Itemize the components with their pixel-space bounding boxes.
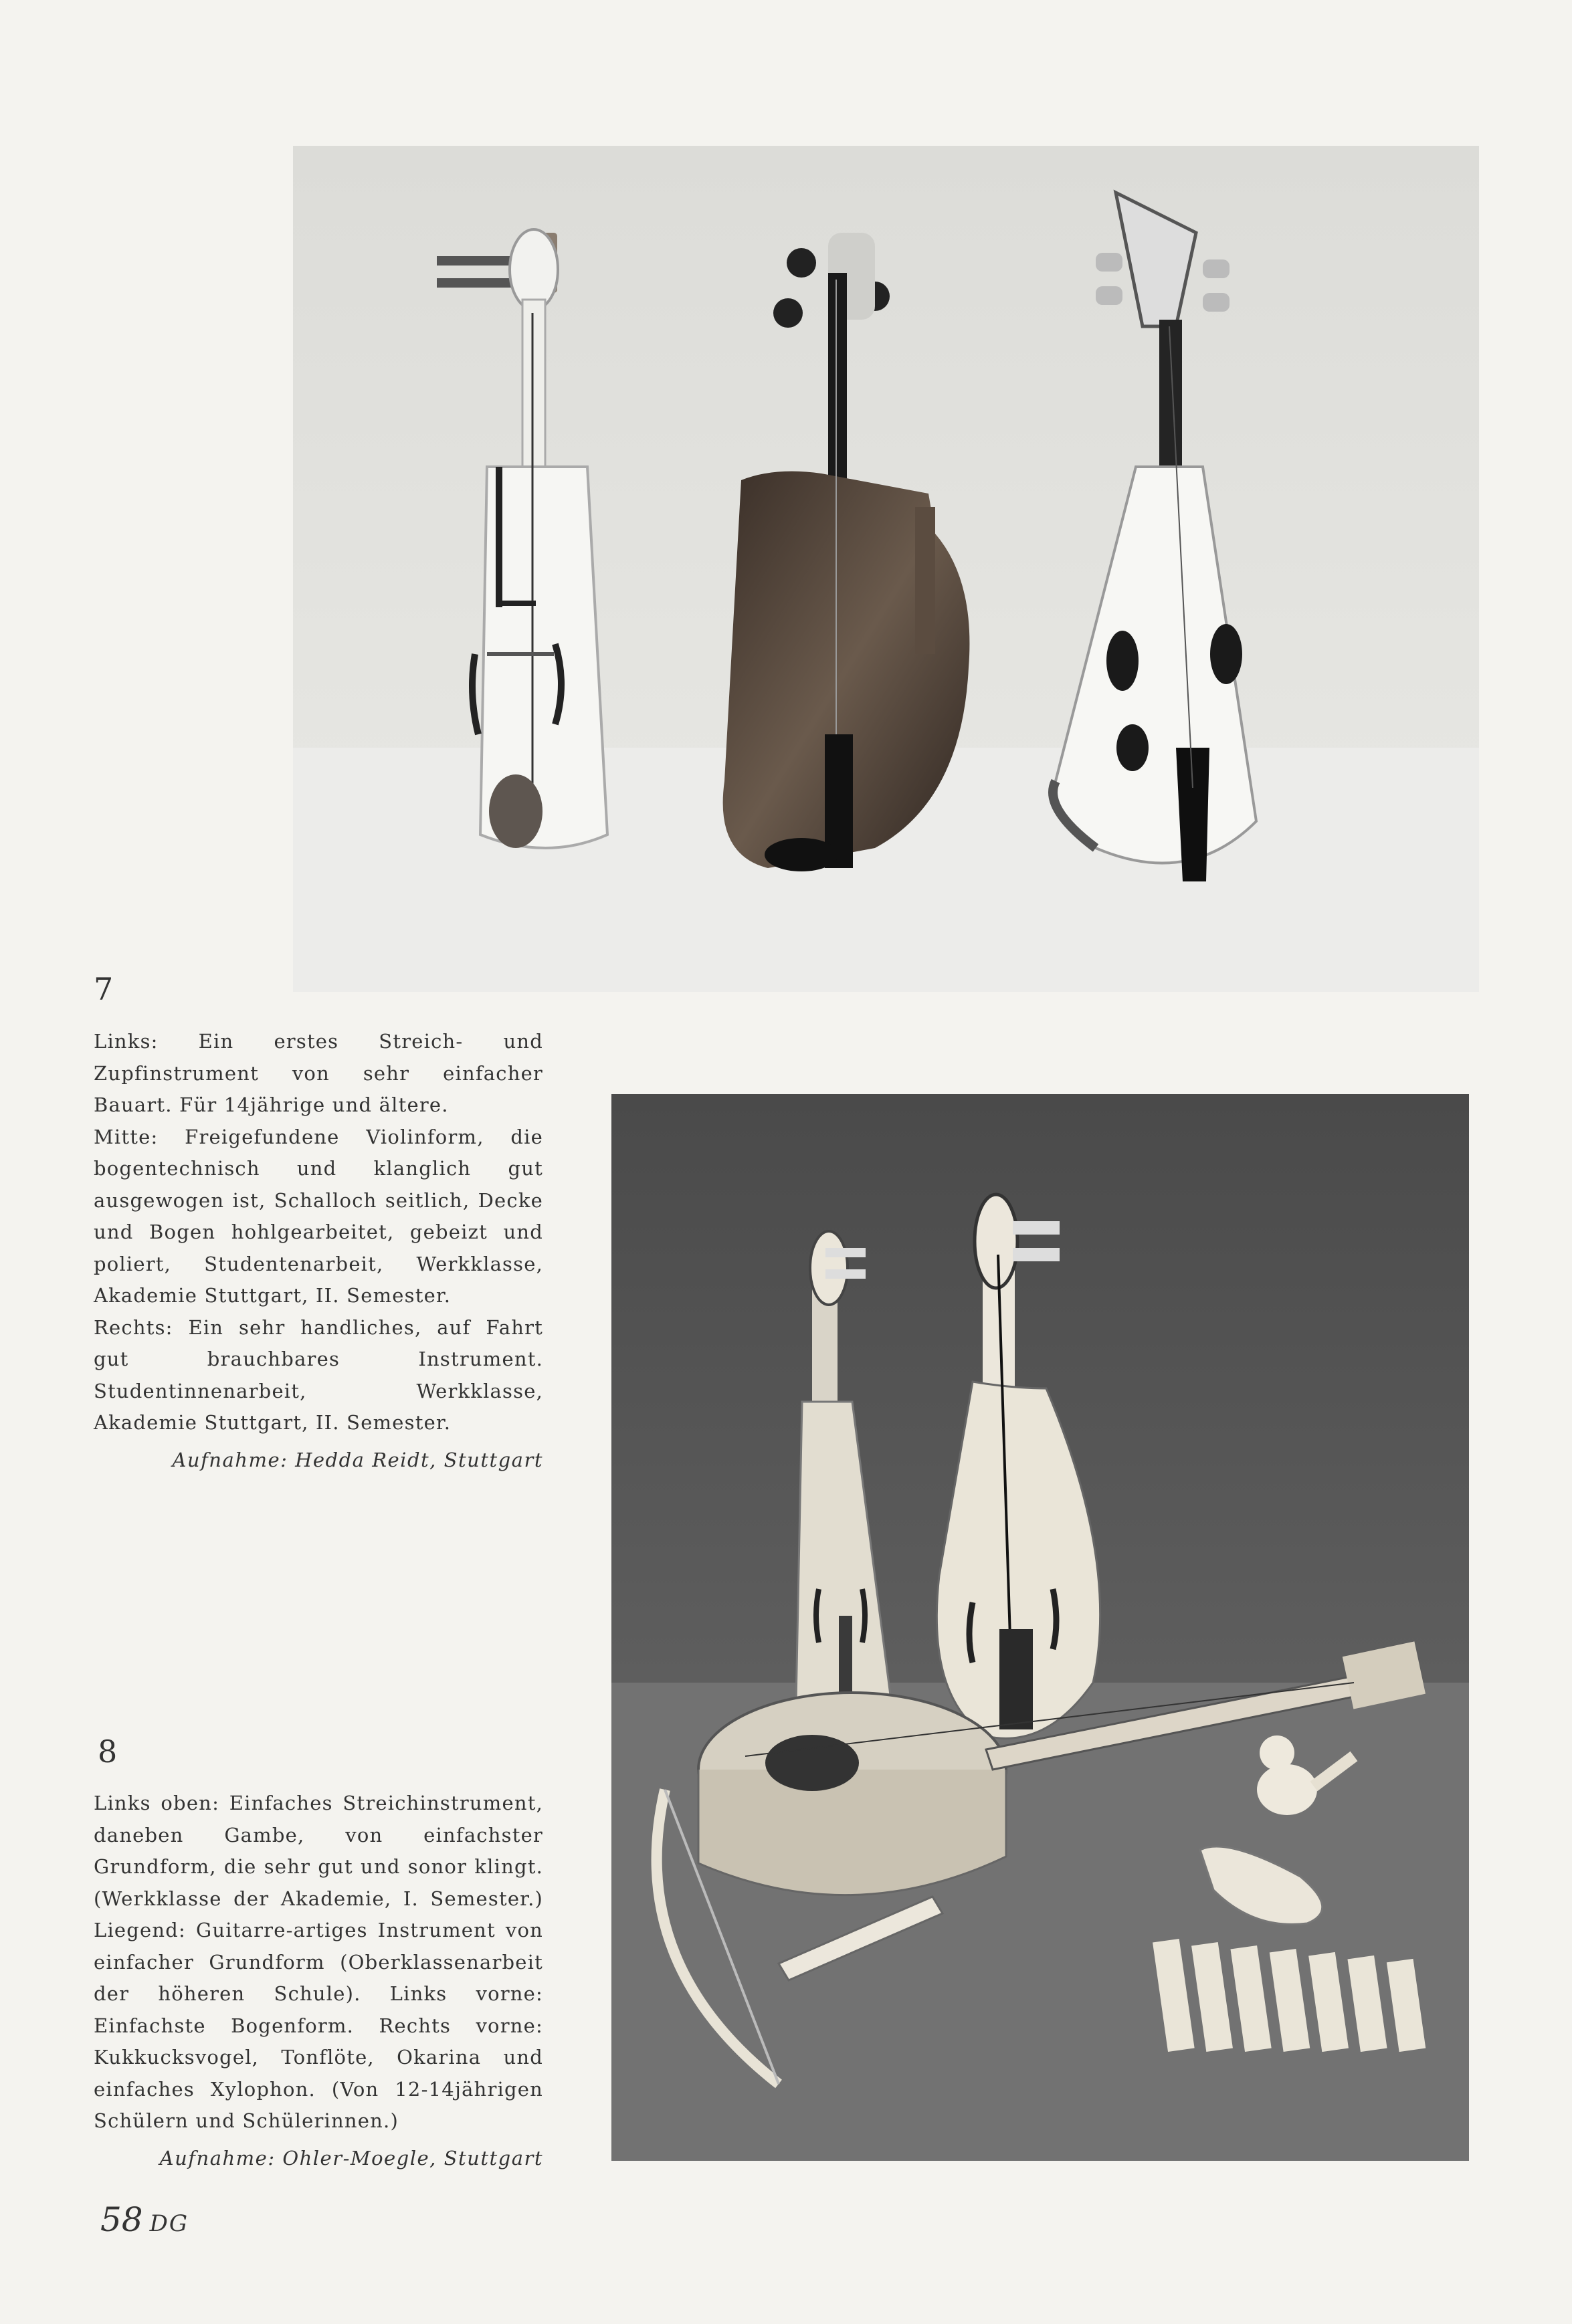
figure-8-photo	[611, 1094, 1469, 2161]
figure-8-illustration	[611, 1094, 1469, 2161]
figure-8-caption	[94, 1788, 543, 2174]
caption-7-right: Rechts: Ein sehr handliches, auf Fahrt gut brauchbares Instrument. Studentinnenarbeit, Werkklasse, Akademie Stuttgart, II. Semester.	[94, 1315, 543, 1434]
figure-8-number: 8	[98, 1733, 118, 1770]
figure-7-number: 7	[94, 971, 114, 1007]
caption-7-credit: Aufnahme: Hedda Reidt, Stuttgart	[172, 1448, 543, 1471]
caption-8-credit: Aufnahme: Ohler-Moegle, Stuttgart	[159, 2146, 543, 2170]
figure-7-photo	[293, 146, 1479, 992]
caption-8-text: Links oben: Einfaches Streichinstrument, daneben Gambe, von einfachster Grundform, die sehr gut und sonor klingt. (Werkklasse der Akademie, I. Semester.) Liegend: Guitarre-artiges Instrument von einfacher Grundform (Oberklassenarbeit der höheren Schule). Links vorne: Einfachste Bogenform. Rechts vorne: Kukkucksvogel, Tonflöte, Okarina und einfaches Xylophon. (Von 12-14jährigen Schülern und Schülerinnen.)	[94, 1792, 543, 2132]
page-number: 58	[100, 2200, 143, 2239]
caption-7-middle: Mitte: Freigefundene Violinform, die bogentechnisch und klanglich gut ausgewogen ist, Schalloch seitlich, Decke und Bogen hohlgearbeitet, gebeizt und poliert, Studentenarbeit, Werkklasse, Akademie Stuttgart, II. Semester.	[94, 1125, 543, 1307]
caption-7-left: Links: Ein erstes Streich- und Zupfinstrument von sehr einfacher Bauart. Für 14jährige und ältere.	[94, 1030, 543, 1116]
journal-mark: DG	[149, 2210, 189, 2237]
figure-7-caption	[94, 1026, 543, 1476]
figure-7-illustration	[293, 146, 1479, 992]
page-folio	[100, 2200, 189, 2239]
